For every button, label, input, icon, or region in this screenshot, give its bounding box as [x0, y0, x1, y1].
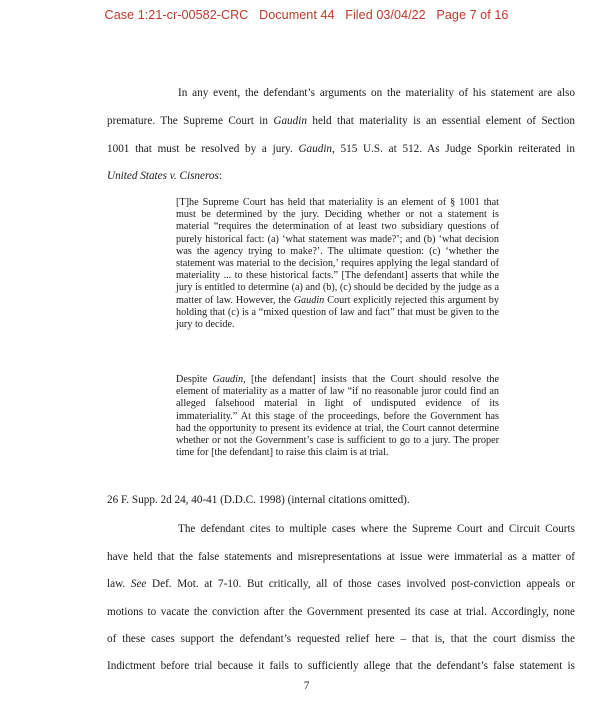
citation: 26 F. Supp. 2d 24, 40-41 (D.D.C. 1998) (internal citations omitted).: [107, 494, 410, 506]
paragraph-2-line-2: have held that the false statements and misrepresentations at issue were immaterial as a matter of: [107, 551, 575, 563]
case-name: Gaudin: [293, 294, 325, 306]
document-number: Document 44: [259, 8, 335, 22]
page-indicator: Page 7 of 16: [436, 8, 509, 22]
paragraph-1-line-1: In any event, the defendant’s arguments on the materiality of his statement are also: [178, 87, 575, 99]
paragraph-2-line-1: The defendant cites to multiple cases where the Supreme Court and Circuit Courts: [178, 523, 575, 535]
filed-date: Filed 03/04/22: [345, 8, 426, 22]
page-number: 7: [303, 680, 310, 692]
paragraph-2-line-6: Indictment before trial because it fails to sufficiently allege that the defendant’s false statement is: [107, 660, 575, 672]
paragraph-1-line-4: United States v. Cisneros:: [107, 170, 222, 182]
paragraph-2-line-4: motions to vacate the conviction after the Government presented its case at trial. Accordingly, none: [107, 606, 575, 618]
case-name: Gaudin: [212, 374, 244, 385]
paragraph-1-line-3: 1001 that must be resolved by a jury. Gaudin, 515 U.S. at 512. As Judge Sporkin reiterated in: [107, 143, 575, 155]
case-name: United States v. Cisneros: [107, 170, 219, 182]
case-name: Gaudin: [273, 115, 307, 127]
paragraph-1-line-2: premature. The Supreme Court in Gaudin held that materiality is an essential element of Section: [107, 115, 575, 127]
case-name: Gaudin: [298, 143, 333, 155]
block-quote-2: Despite Gaudin, [the defendant] insists that the Court should resolve the element of materiality as a matter of law “if no reasonable juror could find an alleged falsehood material in light of undisputed evidence of its immateriality.” At this stage of the proceedings, before the Government has had the opportunity to present its evidence at trial, the Court cannot determine whether or not the Government’s case is sufficient to go to a jury. The proper time for [the defendant] to raise this claim is at trial.: [176, 374, 499, 459]
paragraph-2-line-3: law. See Def. Mot. at 7-10. But critically, all of those cases involved post-conviction appeals or: [107, 578, 575, 590]
signal-word: See: [130, 578, 147, 590]
block-quote-1: [T]he Supreme Court has held that materiality is an element of § 1001 that must be determined by the jury. Deciding whether or not a statement is material “requires the determination of at least two subsidiary questions of purely historical fact: (a) ‘what statement was made?’; and (b) ‘what decision was the agency trying to make?’. The ultimate question: (c) ‘whether the statement was material to the decision,’ requires applying the legal standard of materiality ... to these historical facts.” [The defendant] asserts that while the jury is entitled to determine (a) and (b), (c) should be decided by the judge as a matter of law. However, the Gaudin Court explicitly rejected this argument by holding that (c) is a “mixed question of law and fact” that must be given to the jury to decide.: [176, 197, 499, 331]
ecf-header: [0, 8, 613, 22]
paragraph-2-line-5: of these cases support the defendant’s requested relief here – that is, that the court dismiss the: [107, 633, 575, 645]
case-number: Case 1:21-cr-00582-CRC: [104, 8, 249, 22]
